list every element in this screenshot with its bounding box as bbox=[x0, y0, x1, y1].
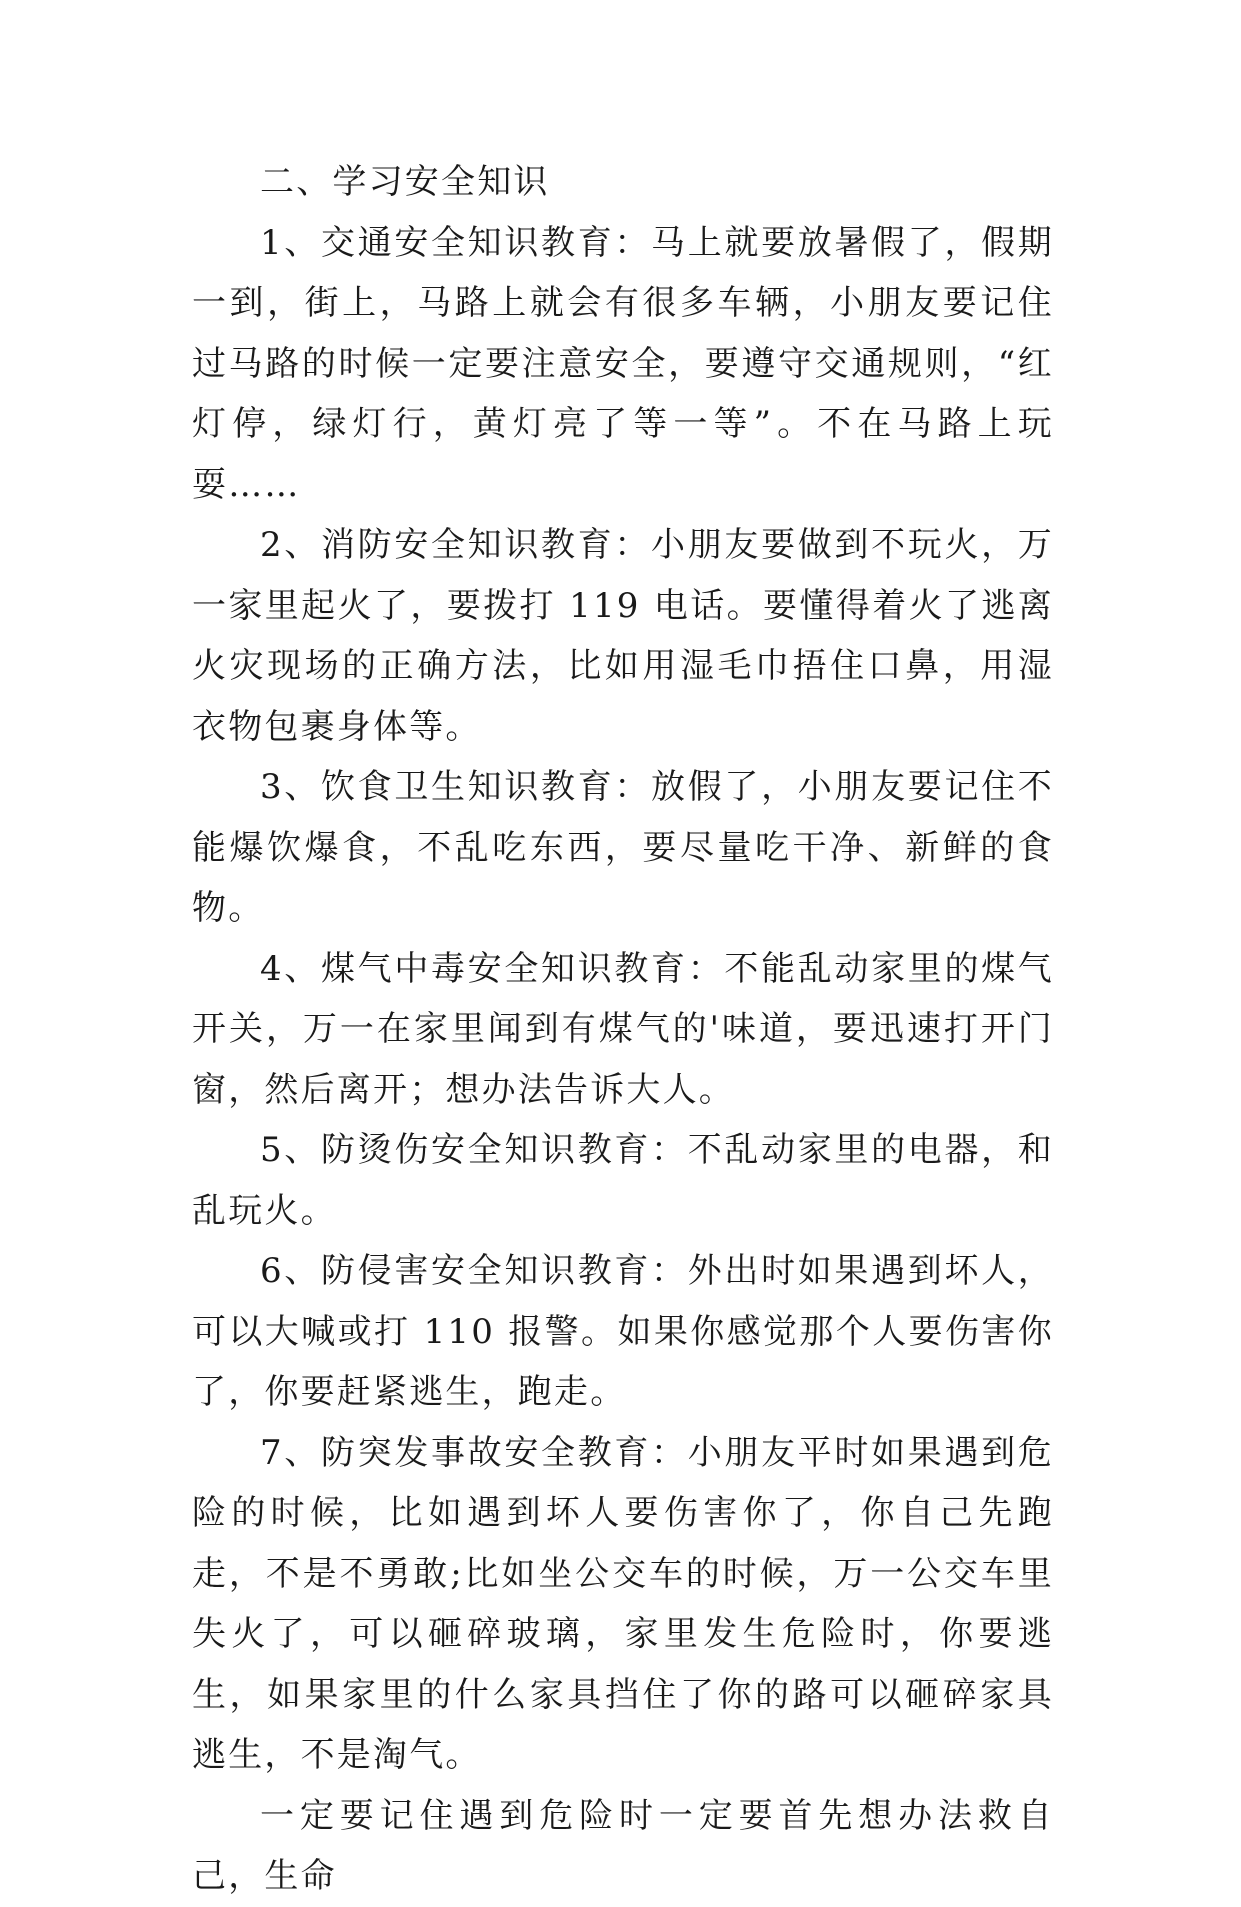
paragraph-fire-safety: 2、消防安全知识教育：小朋友要做到不玩火，万一家里起火了，要拨打 119 电话。要懂得着火了逃离火灾现场的正确方法，比如用湿毛巾捂住口鼻，用湿衣物包裹身体等。 bbox=[192, 525, 1054, 747]
document-body bbox=[192, 152, 1054, 1907]
paragraph-traffic-safety: 1、交通安全知识教育：马上就要放暑假了，假期一到，街上，马路上就会有很多车辆，小朋友要记住过马路的时候一定要注意安全，要遵守交通规则，“红灯停，绿灯行，黄灯亮了等一等”。不在马路上玩耍…… bbox=[192, 222, 1054, 505]
paragraph-food-hygiene: 3、饮食卫生知识教育：放假了，小朋友要记住不能爆饮爆食，不乱吃东西，要尽量吃干净、新鲜的食物。 bbox=[192, 767, 1054, 928]
paragraph-anti-harm: 6、防侵害安全知识教育：外出时如果遇到坏人，可以大喊或打 110 报警。如果你感觉那个人要伤害你了，你要赶紧逃生，跑走。 bbox=[192, 1251, 1054, 1412]
paragraph-gas-safety: 4、煤气中毒安全知识教育：不能乱动家里的煤气开关，万一在家里闻到有煤气的'味道，要迅速打开门窗，然后离开；想办法告诉大人。 bbox=[192, 948, 1054, 1110]
paragraph-emergency: 7、防突发事故安全教育：小朋友平时如果遇到危险的时候，比如遇到坏人要伤害你了，你自己先跑走，不是不勇敢;比如坐公交车的时候，万一公交车里失火了，可以砸碎玻璃，家里发生危险时，你要逃生，如果家里的什么家具挡住了你的路可以砸碎家具逃生，不是淘气。 bbox=[192, 1432, 1054, 1775]
paragraph-conclusion: 一定要记住遇到危险时一定要首先想办法救自己，生命 bbox=[192, 1795, 1054, 1896]
section-heading: 二、学习安全知识 bbox=[260, 162, 550, 202]
paragraph-burn-safety: 5、防烫伤安全知识教育：不乱动家里的电器，和乱玩火。 bbox=[192, 1130, 1054, 1231]
